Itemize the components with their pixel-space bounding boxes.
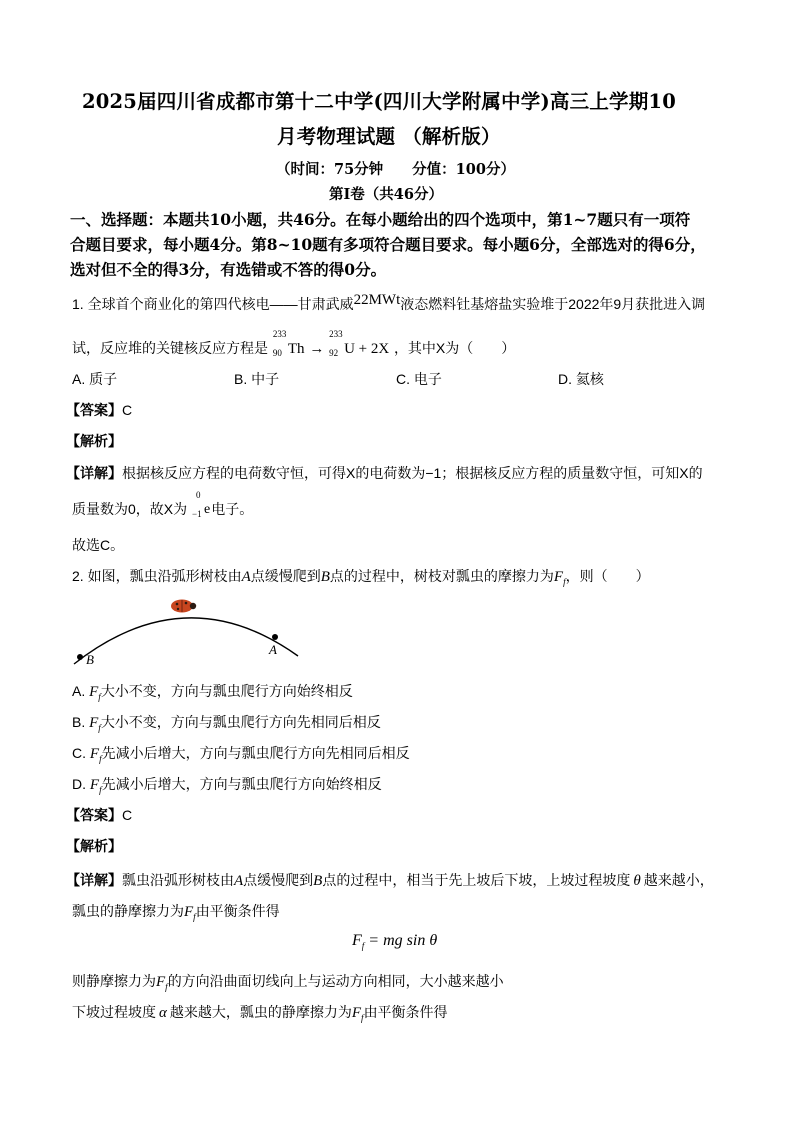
q2-detail-line4: 下坡过程坡度 α 越来越大，瓢虫的静摩擦力为$F_f$由平衡条件得 [72, 1004, 448, 1023]
q2-detail-line3: 则静摩擦力为$F_f$的方向沿曲面切线向上与运动方向相同，大小越来越小 [72, 973, 504, 992]
alpha-symbol: α [159, 1005, 167, 1021]
q1-stem-line1 [72, 294, 705, 314]
q1-stem-text-a: 1. 全球首个商业化的第四代核电——甘肃武威 [72, 296, 354, 312]
section-instructions-line1: 一、选择题：本题共10小题，共46分。在每小题给出的四个选项中，第1~7题只有一项符 [70, 210, 691, 229]
arrow-symbol: → [309, 341, 325, 357]
q1-stem-text-d: ，其中X为（ ） [393, 340, 516, 356]
q2-detail-line2: 瓢虫的静摩擦力为$F_f$由平衡条件得 [72, 903, 280, 922]
q1-stem-text-c: 试，反应堆的关键核反应方程是 [72, 340, 268, 356]
friction-symbol: $F_f$ [553, 569, 566, 587]
point-a-dot [272, 634, 278, 640]
theta-symbol: θ [633, 873, 641, 889]
q2-answer: 【答案】C [66, 807, 133, 823]
q1-option-c: C. 电子 [396, 371, 442, 387]
doc-title-line1: 2025届四川省成都市第十二中学(四川大学附属中学)高三上学期10 [82, 90, 676, 113]
label-b: B [86, 652, 94, 667]
q1-analysis-tag: 【解析】 [66, 433, 122, 449]
q2-option-d: D. $F_f$先减小后增大，方向与瓢虫爬行方向始终相反 [72, 776, 382, 795]
q1-detail-line1: 【详解】根据核反应方程的电荷数守恒，可得X的电荷数为−1；根据核反应方程的质量数守恒，可知X的 [66, 465, 703, 481]
q2-stem: 2. 如图，瓢虫沿弧形树枝由A点缓慢爬到B点的过程中，树枝对瓢虫的摩擦力为$F_f$，则（ ） [72, 568, 650, 587]
q1-detail-line2: 质量数为0，故X为 0 −1 e电子。 [72, 490, 254, 520]
nuclide-th: 233 90 Th [272, 329, 305, 359]
branch-figure [66, 594, 316, 674]
q1-stem-line2 [72, 329, 516, 359]
label-a: A [269, 642, 277, 657]
ladybug-icon [171, 600, 196, 613]
doc-title-line2: 月考物理试题 （解析版） [277, 125, 501, 148]
q1-answer: 【答案】C [66, 402, 133, 418]
section-instructions-line3: 选对但不全的得3分，有选错或不答的得0分。 [70, 260, 387, 279]
exam-meta: （时间：75分钟 分值：100分） [276, 161, 515, 178]
q1-option-b: B. 中子 [234, 371, 280, 387]
q2-option-c: C. $F_f$先减小后增大，方向与瓢虫爬行方向先相同后相反 [72, 745, 410, 764]
equilibrium-equation: $F_f$ = mg sin θ [352, 932, 438, 952]
nuclide-u: 233 92 U + 2X [329, 329, 390, 359]
q2-analysis-tag: 【解析】 [66, 838, 122, 854]
section-instructions-line2: 合题目要求，每小题4分。第8~10题有多项符合题目要求。每小题6分，全部选对的得6分， [70, 235, 706, 254]
q2-option-a: A. $F_f$大小不变，方向与瓢虫爬行方向始终相反 [72, 683, 353, 702]
point-b-dot [77, 654, 83, 660]
volume-heading: 第Ⅰ卷（共46分） [329, 186, 443, 203]
q1-reaction-equation [272, 329, 394, 359]
q1-conclusion: 故选C。 [72, 537, 125, 553]
branch-arc [74, 618, 298, 664]
q1-power-value: 22MWt [353, 292, 401, 308]
q1-stem-text-b: 液态燃料钍基熔盐实验堆于2022年9月获批进入调 [400, 296, 706, 312]
electron-nuclide: 0 −1 e [192, 490, 211, 520]
q2-detail-line1: 【详解】瓢虫沿弧形树枝由A点缓慢爬到B点的过程中，相当于先上坡后下坡，上坡过程坡度 θ 越来越小， [66, 872, 714, 889]
q1-option-d: D. 氦核 [558, 371, 604, 387]
q1-option-a: A. 质子 [72, 371, 118, 387]
q2-option-b: B. $F_f$大小不变，方向与瓢虫爬行方向先相同后相反 [72, 714, 381, 733]
